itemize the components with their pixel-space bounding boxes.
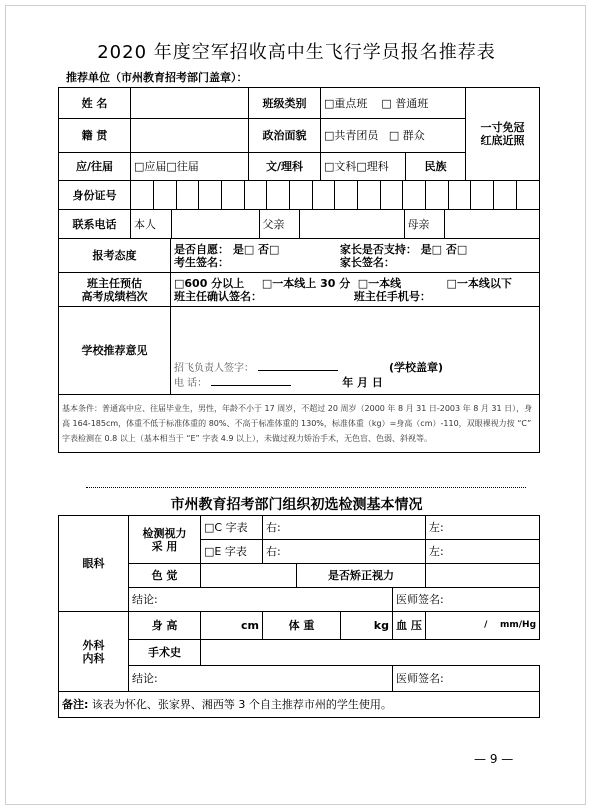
height-field[interactable] [201,612,263,640]
blood-pressure-label: 血 压 [393,612,426,640]
id-number-field[interactable] [131,181,540,210]
id-digit[interactable] [222,181,245,209]
score-estimate-field [171,273,540,307]
score-option-above30[interactable]: □一本线上 30 分 [261,276,351,290]
parent-support-question[interactable]: 家长是否支持： 是□ 否□ [339,242,468,256]
vision-method-line-2: 采 用 [151,539,178,553]
id-digit[interactable] [176,181,199,209]
nation-label: 民族 [406,153,466,181]
parent-signature-label: 家长签名： [339,255,395,269]
origin-field[interactable] [131,119,249,153]
teacher-signature-label: 班主任确认签名： [174,289,262,303]
score-estimate-line-2: 高考成绩档次 [81,289,148,303]
teacher-phone-label: 班主任手机号： [353,289,431,303]
id-digit[interactable] [290,181,313,209]
kg-unit: kg [373,619,389,632]
c-chart-option[interactable]: □C 字表 [201,516,263,540]
recommending-unit-label: 推荐单位（市州教育招考部门盖章）： [66,71,248,84]
remark-text: 该表为怀化、张家界、湘西等 3 个自主推荐市州的学生使用。 [91,698,392,711]
cut-line [86,487,526,488]
surgery-conclusion[interactable]: 结论: [129,666,393,692]
score-option-600[interactable]: □600 分以上 [174,276,245,290]
application-table [58,87,540,453]
score-estimate-line-1: 班主任预估 [87,276,142,290]
cm-unit: cm [241,619,259,632]
regular-class-option[interactable]: □ 普通班 [381,96,429,110]
school-stamp-label: (学校盖章) [389,361,444,374]
arts-science-options[interactable]: □文科□理科 [321,153,406,181]
arts-science-label: 文/理科 [249,153,321,181]
school-date: 年 月 日 [342,376,383,389]
league-member-option[interactable]: □共青团员 [324,129,379,142]
c-chart-left-eye[interactable]: 左: [426,516,540,540]
origin-label: 籍 贯 [59,119,131,153]
surgery-section-label [59,612,129,692]
id-digit[interactable] [154,181,177,209]
name-label: 姓 名 [59,88,131,119]
e-chart-right-eye[interactable]: 右: [263,540,426,564]
surgery-label: 外科 [82,638,105,652]
corrected-vision-field[interactable] [426,564,540,588]
father-phone-field[interactable] [299,210,404,238]
page-number: — 9 — [474,752,514,766]
father-phone-label: 父亲 [259,210,299,238]
mother-phone-field[interactable] [444,210,539,238]
weight-field[interactable] [341,612,393,640]
id-digit[interactable] [403,181,426,209]
blood-pressure-field[interactable] [426,612,540,640]
corrected-vision-label: 是否矫正视力 [297,564,426,588]
voluntary-question[interactable]: 是否自愿： 是□ 否□ [174,242,280,256]
name-field[interactable] [131,88,249,119]
id-digit[interactable] [494,181,517,209]
form-title: 2020 年度空军招收高中生飞行学员报名推荐表 [97,42,496,63]
remark-label: 备注: [62,698,89,711]
mother-phone-label: 母亲 [404,210,444,238]
screening-table [58,515,540,718]
id-digit[interactable] [335,181,358,209]
id-digit[interactable] [312,181,335,209]
id-digit-grid [131,181,539,209]
screening-subtitle: 市州教育招考部门组织初选检测基本情况 [170,497,423,513]
basic-conditions: 基本条件：普通高中应、往届毕业生，男性，年龄不小于 17 周岁，不超过 20 周岁（2000 年 8 月 31 日-2003 年 8 月 31 日），身高 164-185cm，体重不低于标准体重的 80%、不高于标准体重的 130%，标准体重（kg）=身高（cm）-110，双眼裸视力按 “C” 字表检测在 0.8 以上（基本相当于 “E” 字表 4.9 以上），未做过视力矫治手术，无色盲、色弱、斜视等。 [59,395,540,453]
student-signature-label: 考生签名： [174,255,229,269]
school-recommendation-label: 学校推荐意见 [59,307,171,395]
bp-slash: / [484,620,488,630]
id-digit[interactable] [471,181,494,209]
internal-label: 内科 [82,651,105,665]
id-digit[interactable] [448,181,471,209]
id-digit[interactable] [131,181,154,209]
eye-conclusion[interactable]: 结论: [129,588,393,612]
masses-option[interactable]: □ 群众 [388,129,425,142]
self-phone-label: 本人 [131,210,171,238]
school-recommendation-field[interactable] [171,307,540,395]
vision-method-label [129,516,201,564]
recruiter-phone-label: 电 话： [174,378,208,389]
id-digit[interactable] [199,181,222,209]
height-label: 身 高 [129,612,201,640]
e-chart-left-eye[interactable]: 左: [426,540,540,564]
vision-method-line-1: 检测视力 [142,526,187,540]
score-option-line[interactable]: □一本线 [357,276,402,290]
phone-row [131,210,540,239]
attitude-field [171,239,540,273]
surgery-history-label: 手术史 [129,640,201,666]
self-phone-field[interactable] [171,210,259,238]
color-vision-field[interactable] [201,564,297,588]
graduate-status-options[interactable]: □应届□往届 [131,153,249,181]
mmhg-unit: mm/Hg [500,620,537,630]
id-digit[interactable] [516,181,539,209]
weight-label: 体 重 [263,612,341,640]
id-digit[interactable] [426,181,449,209]
eye-section-label: 眼科 [59,516,129,612]
recruiter-phone-line[interactable] [211,375,291,386]
score-estimate-label [59,273,171,307]
photo-line-1: 一寸免冠 [480,121,525,134]
recruiter-signature-line[interactable] [258,360,338,371]
photo-line-2: 红底近照 [480,134,525,147]
politics-label: 政治面貌 [249,119,321,153]
politics-options[interactable] [321,119,466,153]
key-class-option[interactable]: □重点班 [324,96,368,110]
surgery-doctor-signature[interactable]: 医师签名: [393,666,540,692]
phone-label: 联系电话 [59,210,131,239]
id-digit[interactable] [358,181,381,209]
class-type-options[interactable] [321,88,466,119]
c-chart-right-eye[interactable]: 右: [263,516,426,540]
attitude-label: 报考态度 [59,239,171,273]
recruiter-signature-label: 招飞负责人签字： [174,363,254,374]
e-chart-option[interactable]: □E 字表 [201,540,263,564]
id-digit[interactable] [267,181,290,209]
photo-box[interactable] [466,88,540,181]
class-type-label: 班级类别 [249,88,321,119]
id-digit[interactable] [380,181,403,209]
id-digit[interactable] [244,181,267,209]
score-option-below[interactable]: □一本线以下 [446,276,512,290]
surgery-history-field[interactable] [201,640,540,666]
id-number-label: 身份证号 [59,181,131,210]
color-vision-label: 色 觉 [129,564,201,588]
graduate-status-label: 应/往届 [59,153,131,181]
remark [59,692,540,718]
eye-doctor-signature[interactable]: 医师签名: [393,588,540,612]
phone-subgrid [131,210,539,238]
